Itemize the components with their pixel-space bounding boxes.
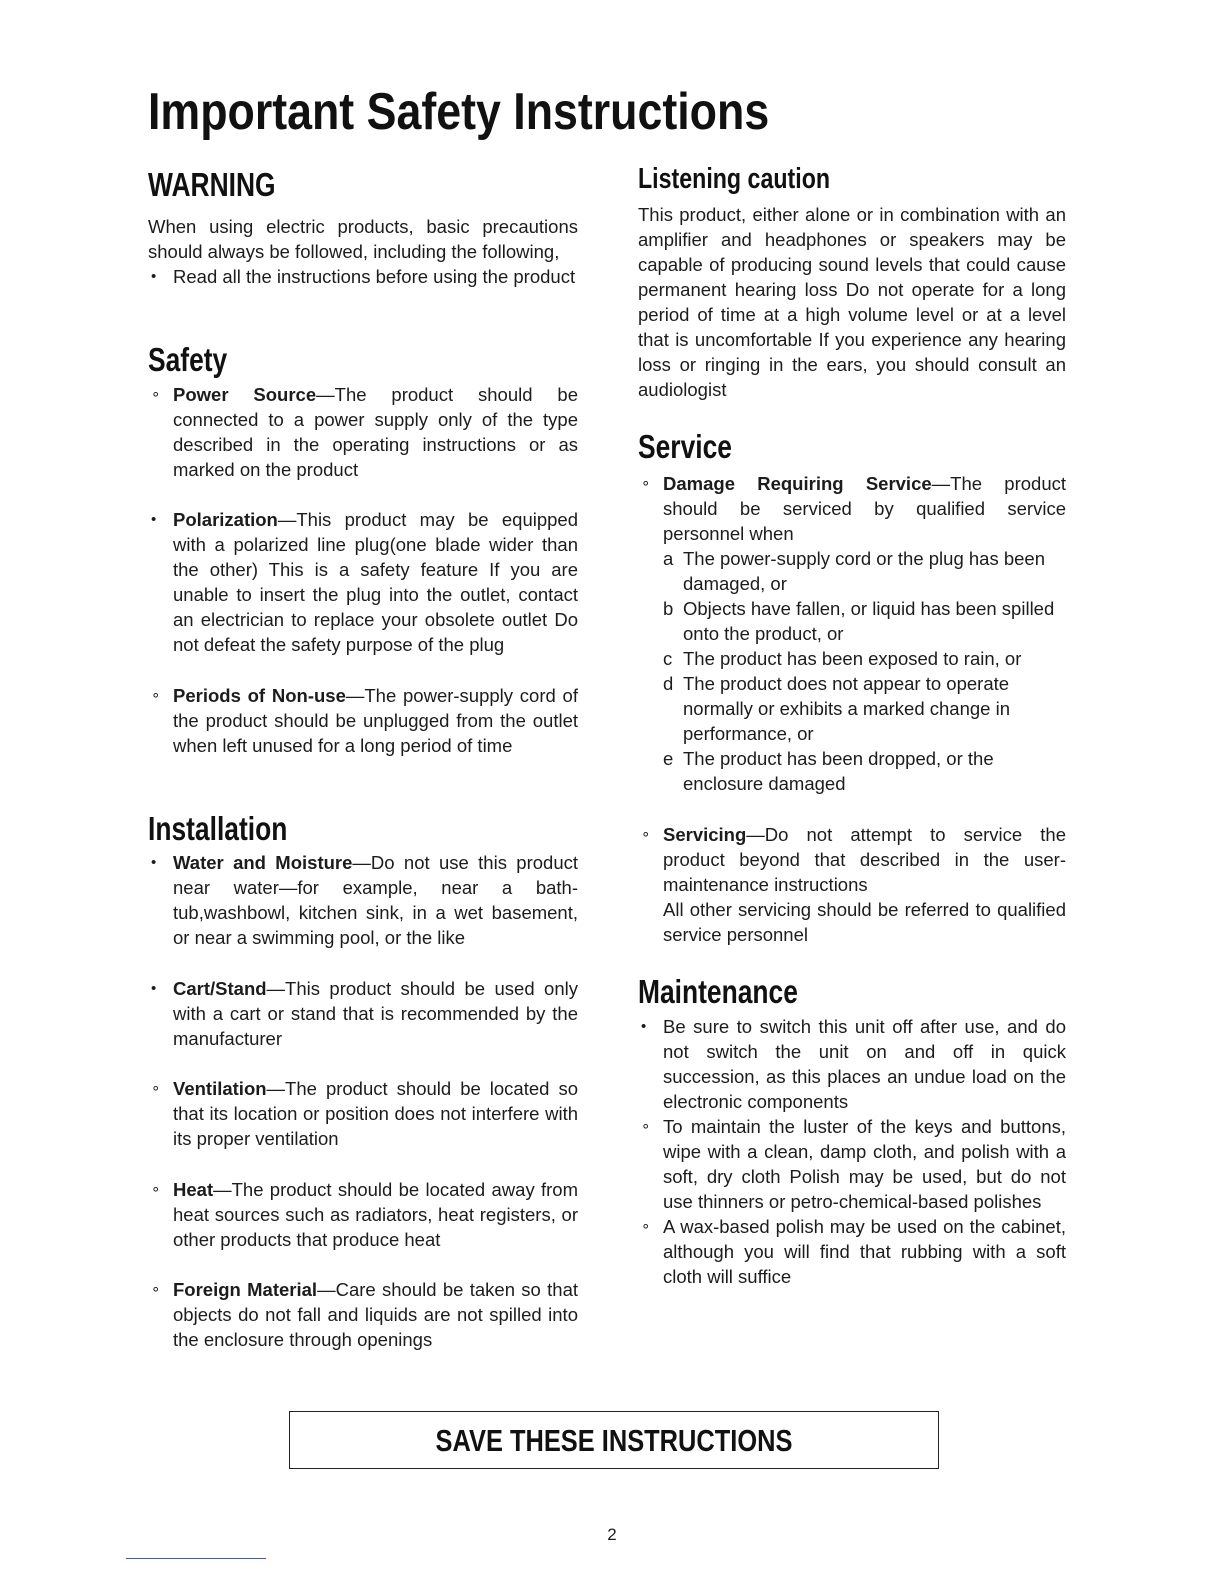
warning-bullet-text: Read all the instructions before using the product bbox=[173, 266, 576, 287]
service-damage bbox=[638, 471, 1066, 796]
maintenance-item: To maintain the luster of the keys and buttons, wipe with a clean, damp cloth, and polish with a soft, dry cloth Polish may be used, but do not use thinners or petro-chemical-based polishes bbox=[663, 1116, 1066, 1212]
service-condition bbox=[638, 546, 1066, 596]
bullet-icon: • bbox=[151, 980, 157, 997]
service-servicing-note: All other servicing should be referred to qualified service personnel bbox=[663, 899, 1066, 945]
installation-label: Ventilation bbox=[173, 1078, 267, 1099]
condition-text: The product has been exposed to rain, or bbox=[683, 648, 1022, 669]
save-instructions-box bbox=[289, 1411, 939, 1469]
listening-heading: Listening caution bbox=[638, 163, 831, 195]
installation-item-water bbox=[148, 850, 578, 950]
safety-label: Periods of Non-use bbox=[173, 685, 346, 706]
maintenance-item: A wax-based polish may be used on the cabinet, although you will find that rubbing with a soft cloth will suffice bbox=[663, 1216, 1066, 1287]
safety-text: —The power-supply cord of the product should be unplugged from the outlet when left unused for a long period of time bbox=[173, 685, 578, 756]
safety-label: Polarization bbox=[173, 509, 278, 530]
installation-heading: Installation bbox=[148, 810, 288, 847]
installation-item-heat bbox=[148, 1177, 578, 1252]
service-condition bbox=[638, 746, 1066, 796]
installation-text: —Care should be taken so that objects do not fall and liquids are not spilled into the enclosure through openings bbox=[173, 1279, 579, 1350]
service-heading: Service bbox=[638, 428, 732, 465]
maintenance-heading: Maintenance bbox=[638, 973, 798, 1010]
bullet-icon: • bbox=[641, 1018, 647, 1035]
installation-label: Heat bbox=[173, 1179, 214, 1200]
safety-text: —The product should be connected to a power supply only of the type described in the operating instructions or as marked on the product bbox=[173, 384, 578, 480]
safety-text: —This product may be equipped with a polarized line plug(one blade wider than the other) This is a safety feature If you are unable to insert the plug into the outlet, contact an electrician to replace your obsolete outlet Do not defeat the safety purpose of the plug bbox=[173, 509, 578, 655]
installation-label: Cart/Stand bbox=[173, 978, 267, 999]
safety-item-polarization bbox=[148, 507, 578, 657]
condition-text: The product has been dropped, or the enclosure damaged bbox=[683, 748, 994, 794]
installation-text: —The product should be located so that its location or position does not interfere with its proper ventilation bbox=[173, 1078, 578, 1149]
bullet-icon: • bbox=[151, 854, 157, 871]
condition-letter: c bbox=[663, 648, 673, 669]
condition-letter: a bbox=[663, 548, 674, 569]
bullet-icon: ∘ bbox=[151, 386, 161, 403]
page-number: 2 bbox=[607, 1525, 617, 1544]
installation-text: —Do not use this product near water—for example, near a bath-tub,washbowl, kitchen sink, in a wet basement, or near a swimming pool, or the like bbox=[173, 852, 578, 948]
bullet-icon: ∘ bbox=[641, 826, 651, 843]
service-servicing-label: Servicing bbox=[663, 824, 747, 845]
condition-letter: e bbox=[663, 748, 674, 769]
footer-rule bbox=[126, 1558, 266, 1559]
service-damage-text: —The product should be serviced by qualified service personnel when bbox=[663, 473, 1066, 544]
save-instructions-text: SAVE THESE INSTRUCTIONS bbox=[435, 1423, 793, 1458]
warning-heading: WARNING bbox=[148, 166, 276, 203]
installation-label: Water and Moisture bbox=[173, 852, 353, 873]
listening-section bbox=[638, 202, 1066, 402]
condition-text: Objects have fallen, or liquid has been spilled onto the product, or bbox=[683, 598, 1055, 644]
bullet-icon: ∘ bbox=[641, 475, 651, 492]
bullet-icon: ∘ bbox=[641, 1118, 651, 1135]
maintenance-section bbox=[638, 1014, 1066, 1289]
bullet-icon: ∘ bbox=[641, 1218, 651, 1235]
page-title: Important Safety Instructions bbox=[148, 83, 770, 141]
listening-text: This product, either alone or in combination with an amplifier and headphones or speakers may be capable of producing sound levels that could cause permanent hearing loss Do not operate for a long period of time at a high volume level or at a level that is uncomfortable If you experience any hearing loss or ringing in the ears, you should consult an audiologist bbox=[638, 204, 1066, 400]
installation-item-cart bbox=[148, 976, 578, 1051]
safety-item-power bbox=[148, 382, 578, 482]
condition-letter: b bbox=[663, 598, 674, 619]
warning-bullet bbox=[148, 264, 578, 289]
safety-label: Power Source bbox=[173, 384, 317, 405]
bullet-icon: ∘ bbox=[151, 687, 161, 704]
service-servicing-note-row bbox=[638, 897, 1066, 947]
bullet-icon: • bbox=[151, 268, 157, 285]
installation-item-foreign bbox=[148, 1277, 578, 1352]
maintenance-item: Be sure to switch this unit off after use, and do not switch the unit on and off in quick succession, as this places an undue load on the electronic components bbox=[663, 1016, 1066, 1112]
safety-heading: Safety bbox=[148, 341, 228, 378]
service-condition bbox=[638, 596, 1066, 646]
condition-text: The power-supply cord or the plug has been damaged, or bbox=[683, 548, 1045, 594]
condition-text: The product does not appear to operate normally or exhibits a marked change in performance, or bbox=[683, 673, 1010, 744]
service-condition bbox=[638, 671, 1066, 746]
service-servicing bbox=[638, 822, 1066, 947]
bullet-icon: ∘ bbox=[151, 1181, 161, 1198]
installation-text: —The product should be located away from heat sources such as radiators, heat registers, or other products that produce heat bbox=[173, 1179, 578, 1250]
bullet-icon: ∘ bbox=[151, 1281, 161, 1298]
installation-label: Foreign Material bbox=[173, 1279, 318, 1300]
warning-section bbox=[148, 214, 578, 289]
installation-item-ventilation bbox=[148, 1076, 578, 1151]
service-damage-label: Damage Requiring Service bbox=[663, 473, 932, 494]
condition-letter: d bbox=[663, 673, 674, 694]
service-condition bbox=[638, 646, 1066, 671]
installation-text: —This product should be used only with a cart or stand that is recommended by the manufacturer bbox=[173, 978, 578, 1049]
warning-intro: When using electric products, basic precautions should always be followed, including the following, bbox=[148, 216, 578, 262]
bullet-icon: ∘ bbox=[151, 1080, 161, 1097]
bullet-icon: • bbox=[151, 511, 157, 528]
safety-item-nonuse bbox=[148, 683, 578, 758]
service-servicing-text: —Do not attempt to service the product beyond that described in the user-maintenance instructions bbox=[663, 824, 1066, 895]
